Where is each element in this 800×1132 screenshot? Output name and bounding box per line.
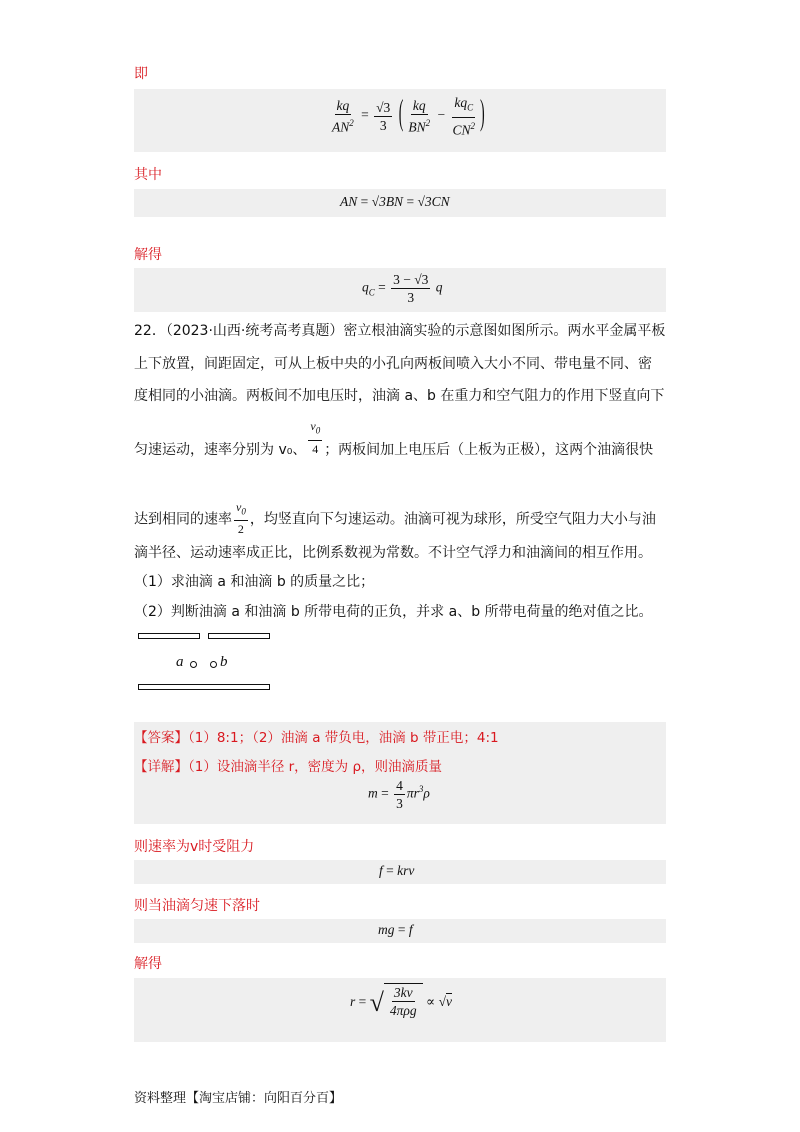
label-ji: 即 <box>134 66 148 82</box>
equation-radius: r = √ $\frac{3kv}{\text{4πρg}}$ ∝ √v <box>350 983 452 1023</box>
question-text-5a: 达到相同的速率 <box>134 511 232 528</box>
droplet-b <box>210 661 217 668</box>
answer-tag: 【答案】 <box>134 730 188 746</box>
equation-mass: m = $\frac{4}{3}$ $\pi r^3\rho$ <box>368 778 430 811</box>
question-text-5b: ，均竖直向下匀速运动。油滴可视为球形，所受空气阻力大小与油 <box>249 511 656 528</box>
sub-question-1: （1）求油滴 a 和油滴 b 的质量之比； <box>134 574 375 590</box>
equation-distances: AN = √3BN = √3CN <box>340 194 450 209</box>
question-line-3: 度相同的小油滴。两板间不加电压时，油滴 a、b 在重力和空气阻力的作用下竖直向下 <box>134 388 665 404</box>
question-text-1: 密立根油滴实验的示意图如图所示。两水平金属平板 <box>343 323 666 339</box>
equation-qc: $q_C$ = $\frac{3 - √3}{3}$ q <box>362 272 443 305</box>
fraction-v0-over-4: $\frac{v_0}{4}$ <box>310 419 321 456</box>
equation-coulomb-balance: $\frac{kq}{AN^2}$ = $\frac{√3}{3}$ ( $\frac{kq}{BN^2}$ − $\frac{kq_C}{CN^2}$ ) <box>332 95 485 138</box>
droplet-b-label: b <box>220 654 228 670</box>
answer-box <box>134 722 666 824</box>
lower-plate <box>138 684 270 690</box>
label-qizhong: 其中 <box>134 167 162 183</box>
equation-box-radius <box>134 978 666 1042</box>
label-uniform-fall: 则当油滴匀速下落时 <box>134 898 260 914</box>
question-text-4a: 匀速运动，速率分别为 v₀、 <box>134 442 307 458</box>
equation-f-krv: f = krv <box>379 863 415 878</box>
upper-plate-left <box>138 633 200 639</box>
equation-box-1 <box>134 89 666 152</box>
equation-mg-f: mg = f <box>378 922 413 937</box>
equation-box-drag <box>134 860 666 884</box>
answer-text: （1）8:1；（2）油滴 a 带负电，油滴 b 带正电；4:1 <box>188 730 499 746</box>
droplet-a-label: a <box>176 654 184 670</box>
equation-box-3 <box>134 268 666 312</box>
question-line-5 <box>134 501 674 538</box>
equation-box-2 <box>134 189 666 217</box>
question-line-1 <box>134 322 674 340</box>
question-source: （2023·山西·统考高考真题） <box>165 323 344 339</box>
question-number: 22． <box>134 323 166 339</box>
footer-text: 资料整理【淘宝店铺：向阳百分百】 <box>134 1091 343 1106</box>
question-line-2: 上下放置，间距固定，可从上板中央的小孔向两板间喷入大小不同、带电量不同、密 <box>134 356 652 372</box>
question-text-4b: ；两板间加上电压后（上板为正极），这两个油滴很快 <box>324 442 654 458</box>
fraction-v0-over-2: $\frac{v_0}{2}$ <box>236 500 246 537</box>
upper-plate-right <box>208 633 270 639</box>
question-line-4 <box>134 419 674 459</box>
explain-text: （1）设油滴半径 r，密度为 ρ，则油滴质量 <box>188 759 443 775</box>
droplet-a <box>190 661 197 668</box>
explain-tag: 【详解】 <box>134 759 188 775</box>
label-jiede-1: 解得 <box>134 247 162 263</box>
sub-question-2: （2）判断油滴 a 和油滴 b 所带电荷的正负，并求 a、b 所带电荷量的绝对值之比。 <box>134 604 653 620</box>
question-line-6: 滴半径、运动速率成正比，比例系数视为常数。不计空气浮力和油滴间的相互作用。 <box>134 545 652 561</box>
label-drag-force: 则速率为v时受阻力 <box>134 839 255 855</box>
label-jiede-2: 解得 <box>134 956 162 972</box>
explain-line <box>134 755 442 775</box>
equation-box-mg <box>134 919 666 943</box>
answer-line <box>134 726 499 746</box>
